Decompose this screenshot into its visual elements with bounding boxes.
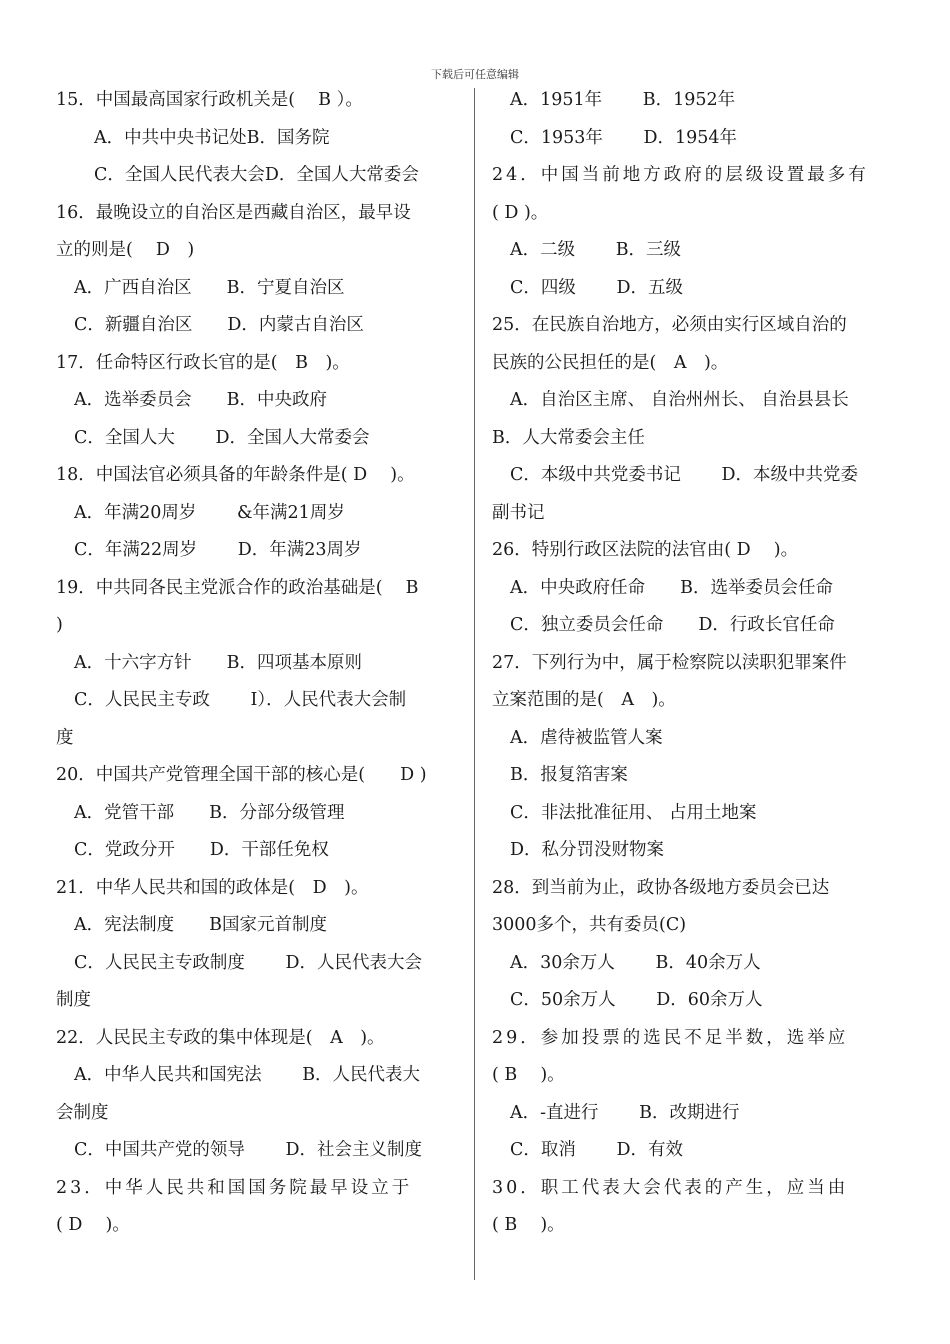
left-line: 20．中国共产党管理全国干部的核心是( D ) xyxy=(56,765,427,785)
right-line: A．中央政府任命 B．选举委员会任命 xyxy=(510,577,833,598)
left-line: C．全国人民代表大会D．全国人大常委会 xyxy=(94,165,419,185)
left-line: C．全国人大 D．全国人大常委会 xyxy=(74,427,370,448)
left-line: 立的则是( D ) xyxy=(56,240,195,260)
right-line: C．50余万人 D．60余万人 xyxy=(510,990,763,1010)
column-divider xyxy=(474,88,475,1280)
left-line: A．党管干部 B．分部分级管理 xyxy=(74,802,345,823)
right-line: C．本级中共党委书记 D．本级中共党委 xyxy=(510,465,858,485)
right-line: A．30余万人 B．40余万人 xyxy=(510,952,761,973)
left-line: 17．任命特区行政长官的是( B )。 xyxy=(56,352,350,373)
left-line: A．十六字方针 B．四项基本原则 xyxy=(74,652,362,673)
right-line: 30．职工代表大会代表的产生，应当由 xyxy=(492,1177,849,1198)
left-line: A．年满20周岁 &年满21周岁 xyxy=(74,502,345,523)
left-line: ) xyxy=(56,615,63,635)
right-line: B．报复箔害案 xyxy=(510,765,628,785)
left-line: 22．人民民主专政的集中体现是( A )。 xyxy=(56,1027,385,1048)
right-line: C．非法批准征用、 占用土地案 xyxy=(510,802,757,823)
left-line: 度 xyxy=(56,727,74,748)
right-line: C．独立委员会任命 D．行政长官任命 xyxy=(510,615,835,635)
right-line: ( D )。 xyxy=(492,202,549,223)
right-line: 27．下列行为中，属于检察院以渎职犯罪案件 xyxy=(492,652,847,673)
left-line: ( D )。 xyxy=(56,1215,130,1235)
right-line: C．取消 D．有效 xyxy=(510,1140,683,1160)
left-line: 21．中华人民共和国的政体是( D )。 xyxy=(56,877,369,898)
right-line: 26．特别行政区法院的法官由( D )。 xyxy=(492,540,799,560)
right-line: ( B )。 xyxy=(492,1065,565,1085)
right-line: 立案范围的是( A )。 xyxy=(492,690,676,710)
right-column xyxy=(492,82,902,1245)
left-line: 18．中国法官必须具备的年龄条件是( D )。 xyxy=(56,465,415,485)
right-line: 3000多个，共有委员(C) xyxy=(492,915,687,935)
page-header: 下载后可任意编辑 xyxy=(431,68,519,81)
right-line: ( B )。 xyxy=(492,1215,565,1235)
right-line: A．1951年 B．1952年 xyxy=(510,90,736,110)
right-line: D．私分罚没财物案 xyxy=(510,840,665,860)
left-line: C．人民民主专政 I）．人民代表大会制 xyxy=(74,690,407,710)
right-line: 28．到当前为止，政协各级地方委员会已达 xyxy=(492,877,830,898)
left-line: C．新疆自治区 D．内蒙古自治区 xyxy=(74,315,364,335)
right-line: A．-直进行 B．改期进行 xyxy=(510,1102,740,1123)
left-line: C．人民民主专政制度 D．人民代表大会 xyxy=(74,952,422,973)
left-line: C．党政分开 D．干部任免权 xyxy=(74,840,329,860)
left-line: A．宪法制度 B国家元首制度 xyxy=(74,915,327,935)
right-line: A．自治区主席、 自治州州长、 自治县县长 xyxy=(510,390,849,410)
left-column xyxy=(56,82,471,1245)
right-line: A．二级 B．三级 xyxy=(510,240,682,260)
right-line: 民族的公民担任的是( A )。 xyxy=(492,352,729,373)
left-line: A．中共中央书记处B．国务院 xyxy=(94,127,330,148)
left-line: C．年满22周岁 D．年满23周岁 xyxy=(74,540,362,560)
left-line: 16．最晚设立的自治区是西藏自治区，最早设 xyxy=(56,202,411,223)
right-line: 24．中国当前地方政府的层级设置最多有 xyxy=(492,165,869,185)
right-line: B．人大常委会主任 xyxy=(492,427,645,448)
right-line: 25．在民族自治地方，必须由实行区域自治的 xyxy=(492,315,847,335)
left-line: A．选举委员会 B．中央政府 xyxy=(74,390,327,410)
left-line: 制度 xyxy=(56,990,91,1010)
left-line: 15．中国最高国家行政机关是( B ）。 xyxy=(56,90,363,110)
right-line: C．四级 D．五级 xyxy=(510,277,683,298)
right-line: C．1953年 D．1954年 xyxy=(510,127,738,148)
left-line: A．广西自治区 B．宁夏自治区 xyxy=(74,277,345,298)
left-line: 19．中共同各民主党派合作的政治基础是( B xyxy=(56,577,419,598)
right-line: 29．参加投票的选民不足半数，选举应 xyxy=(492,1027,849,1048)
right-line: A．虐待被监管人案 xyxy=(510,727,663,748)
left-line: C．中国共产党的领导 D．社会主义制度 xyxy=(74,1140,422,1160)
right-line: 副书记 xyxy=(492,502,545,523)
left-line: A．中华人民共和国宪法 B．人民代表大 xyxy=(74,1065,421,1085)
left-line: 会制度 xyxy=(56,1102,109,1123)
left-line: 23．中华人民共和国国务院最早设立于 xyxy=(56,1177,413,1198)
